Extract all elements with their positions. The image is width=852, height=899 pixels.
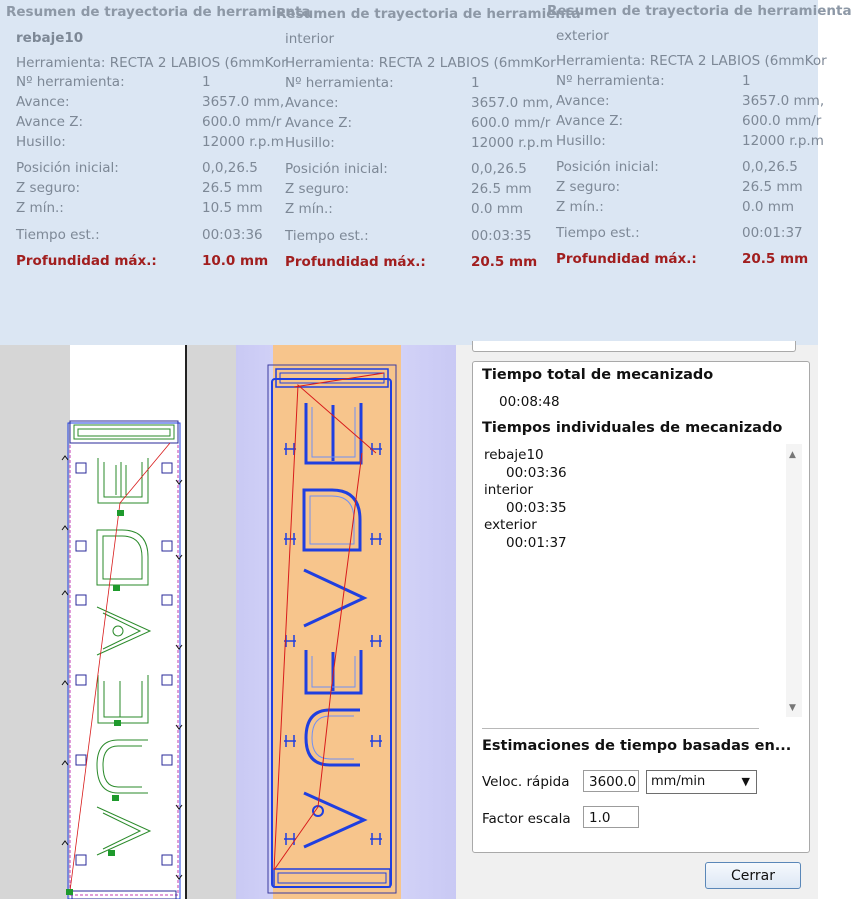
scroll-down-arrow-icon[interactable]: ▼: [789, 703, 796, 713]
close-button[interactable]: Cerrar: [705, 862, 801, 889]
summary-row: Z mín.: 0.0 mm: [556, 199, 795, 215]
list-item-name: exterior: [484, 517, 537, 533]
tool-name: Herramienta: RECTA 2 LABIOS (6mmKor: [285, 55, 556, 71]
summary-row: Husillo: 12000 r.p.m: [556, 133, 824, 149]
individual-times-list[interactable]: [482, 444, 802, 717]
toolpath-summary-panel: [0, 0, 852, 345]
summary-row: Avance: 3657.0 mm,: [556, 93, 825, 109]
summary-row: Avance Z: 600.0 mm/r: [16, 114, 282, 130]
summary-column-interior: [270, 0, 581, 345]
list-item-time: 00:01:37: [506, 534, 567, 551]
toolpath-name: rebaje10: [16, 30, 84, 46]
max-depth-row: Profundidad máx.: 20.5 mm: [556, 251, 809, 267]
machining-time-panel: [456, 345, 818, 899]
summary-row: Tiempo est.: 00:03:36: [16, 227, 263, 243]
list-item-name: interior: [484, 482, 534, 498]
upper-panel-edge: [472, 341, 796, 352]
scroll-up-arrow-icon[interactable]: ▲: [789, 450, 796, 460]
toolpath-2d-view[interactable]: [0, 345, 236, 899]
max-depth-row: Profundidad máx.: 10.0 mm: [16, 253, 269, 269]
toolpath-2d-drawing: [0, 345, 236, 899]
summary-title: Resumen de trayectoria de herramienta: [276, 6, 581, 22]
rapid-rate-label: Veloc. rápida: [482, 774, 570, 790]
summary-row: Husillo: 12000 r.p.m: [285, 135, 553, 151]
max-depth-row: Profundidad máx.: 20.5 mm: [285, 254, 538, 270]
tool-name: Herramienta: RECTA 2 LABIOS (6mmKor: [16, 55, 287, 71]
summary-title: Resumen de trayectoria de herramienta: [547, 3, 852, 19]
summary-row: Posición inicial: 0,0,26.5: [556, 159, 798, 175]
summary-row: Z mín.: 10.5 mm: [16, 200, 263, 216]
total-time-value: 00:08:48: [499, 394, 560, 410]
summary-row: Z seguro: 26.5 mm: [16, 180, 263, 196]
summary-row: Tiempo est.: 00:03:35: [285, 228, 532, 244]
summary-row: Z seguro: 26.5 mm: [285, 181, 532, 197]
scale-factor-input[interactable]: 1.0: [583, 806, 639, 828]
tool-name: Herramienta: RECTA 2 LABIOS (6mmKor: [556, 53, 827, 69]
machining-time-group: [472, 361, 810, 853]
total-time-heading: Tiempo total de mecanizado: [482, 367, 714, 383]
section-divider: [482, 728, 759, 729]
list-item-time: 00:03:36: [506, 464, 567, 481]
summary-title: Resumen de trayectoria de herramienta: [6, 4, 311, 20]
summary-row: Posición inicial: 0,0,26.5: [285, 161, 527, 177]
summary-row: Nº herramienta: 1: [285, 75, 480, 91]
chevron-down-icon: ▼: [741, 775, 750, 788]
scale-factor-label: Factor escala: [482, 811, 571, 827]
unit-select-value: mm/min: [651, 774, 706, 789]
summary-row: Avance Z: 600.0 mm/r: [285, 115, 551, 131]
summary-row: Z mín.: 0.0 mm: [285, 201, 524, 217]
rapid-rate-input[interactable]: 3600.0: [583, 770, 639, 792]
summary-row: Nº herramienta: 1: [16, 74, 211, 90]
rapid-rate-unit-select[interactable]: [646, 770, 757, 794]
toolpath-name: exterior: [556, 28, 609, 44]
toolpath-name: interior: [285, 31, 335, 47]
summary-row: Posición inicial: 0,0,26.5: [16, 160, 258, 176]
summary-row: Avance Z: 600.0 mm/r: [556, 113, 822, 129]
summary-row: Husillo: 12000 r.p.m: [16, 134, 284, 150]
summary-row: Nº herramienta: 1: [556, 73, 751, 89]
summary-column-exterior: [541, 0, 852, 345]
list-item-time: 00:03:35: [506, 499, 567, 516]
toolpath-3d-view[interactable]: [236, 345, 456, 899]
list-item-name: rebaje10: [484, 447, 544, 463]
list-scrollbar[interactable]: [786, 444, 802, 717]
summary-row: Z seguro: 26.5 mm: [556, 179, 803, 195]
individual-times-heading: Tiempos individuales de mecanizado: [482, 420, 783, 436]
estimates-heading: Estimaciones de tiempo basadas en...: [482, 738, 792, 754]
summary-row: Avance: 3657.0 mm,: [285, 95, 554, 111]
summary-row: Tiempo est.: 00:01:37: [556, 225, 803, 241]
toolpath-3d-drawing: [236, 345, 456, 899]
summary-row: Avance: 3657.0 mm,: [16, 94, 285, 110]
